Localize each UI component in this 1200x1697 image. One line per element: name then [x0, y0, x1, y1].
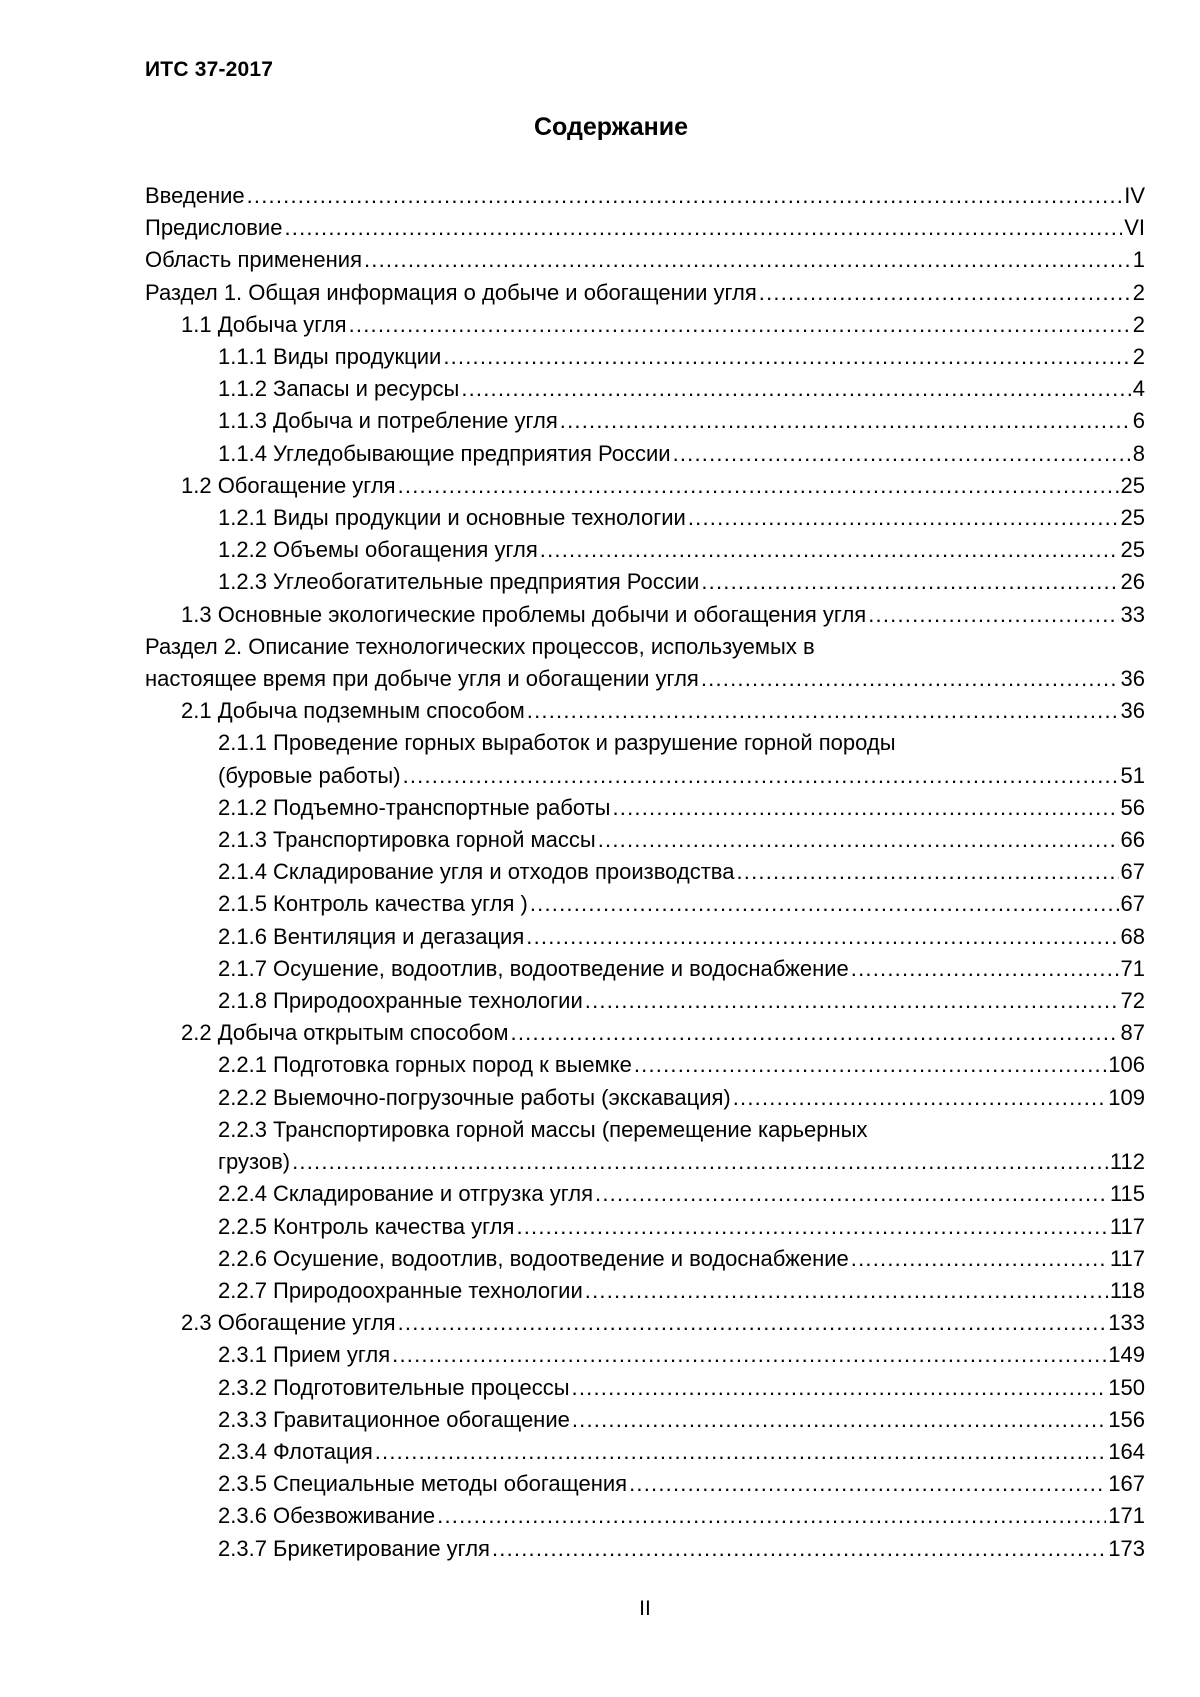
toc-entry[interactable] [145, 277, 1145, 309]
toc-entry-line [181, 599, 1145, 631]
toc-entry[interactable] [145, 599, 1145, 631]
toc-entry-page: 149 [1108, 1342, 1145, 1368]
toc-entry-page: 66 [1120, 827, 1145, 853]
toc-entry-line [181, 695, 1145, 727]
toc-entry-line [181, 1017, 1145, 1049]
toc-dot-leader [851, 953, 1119, 985]
toc-entry-page: VI [1124, 215, 1145, 241]
toc-entry-title: 2.2.5 Контроль качества угля [218, 1213, 515, 1239]
toc-entry-page: 68 [1120, 923, 1145, 949]
toc-entry-line [218, 1500, 1145, 1532]
toc-entry-title: 2.3.5 Специальные методы обогащения [218, 1471, 628, 1497]
toc-entry-page: 72 [1120, 988, 1145, 1014]
toc-dot-leader [516, 1211, 1107, 1243]
toc-dot-leader [540, 534, 1119, 566]
page-number: II [639, 1597, 651, 1620]
toc-entry[interactable] [145, 985, 1145, 1017]
toc-entry-line [145, 244, 1145, 276]
toc-entry-title: 2.2 Добыча открытым способом [181, 1020, 509, 1046]
toc-entry-title: 2.3.1 Прием угля [218, 1342, 391, 1368]
toc-entry[interactable] [145, 1049, 1145, 1081]
toc-dot-leader [247, 180, 1123, 212]
toc-entry-page: 167 [1108, 1471, 1145, 1497]
toc-entry-page: 6 [1132, 408, 1145, 434]
toc-dot-leader [701, 663, 1119, 695]
toc-entry-title: 2.1.8 Природоохранные технологии [218, 988, 583, 1014]
toc-dot-leader [398, 470, 1119, 502]
toc-entry[interactable] [145, 566, 1145, 598]
toc-entry-page: 156 [1108, 1406, 1145, 1432]
toc-dot-leader [598, 824, 1119, 856]
toc-entry-page: 2 [1132, 311, 1145, 337]
toc-entry[interactable] [145, 244, 1145, 276]
toc-dot-leader [572, 1404, 1106, 1436]
toc-entry-page: 2 [1132, 344, 1145, 370]
toc-entry-line [218, 1211, 1145, 1243]
toc-entry-title: настоящее время при добыче угля и обогащении угля [145, 666, 699, 692]
toc-entry-title: 2.3.4 Флотация [218, 1438, 373, 1464]
toc-entry-line [218, 1178, 1145, 1210]
toc-entry[interactable] [145, 341, 1145, 373]
toc-entry-title: 2.1 Добыча подземным способом [181, 698, 525, 724]
toc-dot-leader [851, 1243, 1108, 1275]
toc-entry-line [181, 470, 1145, 502]
toc-entry-page: 109 [1108, 1084, 1145, 1110]
toc-entry-title: 1.1 Добыча угля [181, 311, 347, 337]
toc-dot-leader [629, 1468, 1106, 1500]
toc-entry-page: 33 [1120, 601, 1145, 627]
toc-entry-line [218, 888, 1145, 920]
toc-entry-page: 26 [1120, 569, 1145, 595]
toc-entry-line [145, 180, 1145, 212]
toc-entry-line [181, 1307, 1145, 1339]
toc-entry-line [218, 921, 1145, 953]
toc-entry-line [145, 277, 1145, 309]
toc-entry-page: 118 [1109, 1277, 1145, 1303]
toc-entry[interactable] [145, 1372, 1145, 1404]
toc-dot-leader [392, 1339, 1106, 1371]
toc-dot-leader [634, 1049, 1106, 1081]
toc-entry-page: 51 [1120, 762, 1145, 788]
toc-entry-page: 25 [1120, 505, 1145, 531]
toc-entry-title: грузов) [218, 1149, 291, 1175]
toc-entry-line [218, 1404, 1145, 1436]
toc-entry-title: 2.1.7 Осушение, водоотлив, водоотведение и водоснабжение [218, 955, 849, 981]
toc-dot-leader [284, 212, 1122, 244]
toc-entry[interactable] [145, 1178, 1145, 1210]
toc-entry[interactable] [145, 727, 1145, 791]
toc-entry-title: 1.1.2 Запасы и ресурсы [218, 376, 460, 402]
toc-dot-leader [572, 1372, 1107, 1404]
toc-dot-leader [511, 1017, 1119, 1049]
toc-entry-line [218, 792, 1145, 824]
toc-entry-title: 1.2 Обогащение угля [181, 472, 396, 498]
toc-entry-title: Раздел 1. Общая информация о добыче и обогащении угля [145, 279, 757, 305]
page-title: Содержание [533, 113, 689, 141]
toc-entry[interactable] [145, 309, 1145, 341]
toc-entry-page: 67 [1120, 891, 1145, 917]
toc-entry-title: Предисловие [145, 215, 283, 241]
toc-entry-page: 56 [1120, 794, 1145, 820]
toc-entry[interactable] [145, 1500, 1145, 1532]
toc-entry-title: 2.3.2 Подготовительные процессы [218, 1374, 570, 1400]
toc-dot-leader [530, 888, 1119, 920]
toc-entry-page: 150 [1108, 1374, 1145, 1400]
toc-entry[interactable] [145, 1082, 1145, 1114]
toc-dot-leader [612, 792, 1118, 824]
toc-entry[interactable] [145, 1404, 1145, 1436]
document-code: ИТС 37-2017 [145, 58, 274, 81]
toc-entry[interactable] [145, 1017, 1145, 1049]
toc-entry-title: 2.2.2 Выемочно-погрузочные работы (экскавация) [218, 1084, 731, 1110]
toc-dot-leader [437, 1500, 1106, 1532]
toc-entry-line [218, 1533, 1145, 1565]
toc-entry-title: 2.2.1 Подготовка горных пород к выемке [218, 1052, 632, 1078]
toc-dot-leader [443, 341, 1130, 373]
toc-entry-title: Введение [145, 183, 245, 208]
toc-entry-title: 2.3.6 Обезвоживание [218, 1503, 436, 1529]
toc-entry-title-first-line: 2.2.3 Транспортировка горной массы (перемещение карьерных [218, 1116, 868, 1142]
toc-dot-leader [759, 277, 1131, 309]
toc-entry-page: 106 [1108, 1052, 1145, 1078]
toc-entry-line [145, 663, 1145, 695]
toc-entry-line [218, 953, 1145, 985]
toc-entry[interactable] [145, 888, 1145, 920]
toc-entry-title: 1.2.2 Объемы обогащения угля [218, 537, 538, 563]
toc-entry[interactable] [145, 212, 1145, 244]
toc-entry-line [218, 373, 1145, 405]
toc-dot-leader [349, 309, 1131, 341]
toc-entry-page: 173 [1108, 1535, 1145, 1561]
toc-entry-line [218, 1049, 1145, 1081]
toc-entry[interactable] [145, 502, 1145, 534]
toc-entry-title: 1.2.1 Виды продукции и основные технологии [218, 505, 686, 531]
toc-entry[interactable] [145, 405, 1145, 437]
toc-entry-page: 25 [1120, 537, 1145, 563]
toc-entry-line [218, 1146, 1145, 1178]
toc-entry[interactable] [145, 1211, 1145, 1243]
toc-entry-title: 2.1.5 Контроль качества угля ) [218, 891, 528, 917]
toc-entry-line [218, 856, 1145, 888]
toc-entry-line [218, 566, 1145, 598]
toc-dot-leader [733, 1082, 1107, 1114]
toc-entry-title: 2.3 Обогащение угля [181, 1310, 396, 1336]
toc-entry[interactable] [145, 1533, 1145, 1565]
toc-entry-title-first-line: Раздел 2. Описание технологических процессов, используемых в [145, 633, 815, 659]
toc-entry-line [218, 1243, 1145, 1275]
toc-dot-leader [595, 1178, 1108, 1210]
toc-entry-title: 2.1.3 Транспортировка горной массы [218, 827, 596, 853]
toc-entry-page: 36 [1120, 666, 1145, 692]
toc-entry[interactable] [145, 1114, 1145, 1178]
toc-entry-title: 2.3.3 Гравитационное обогащение [218, 1406, 570, 1432]
toc-entry-page: 133 [1108, 1310, 1145, 1336]
toc-entry-line [218, 405, 1145, 437]
toc-entry-title: 1.2.3 Углеобогатительные предприятия России [218, 569, 700, 595]
toc-entry-page: 71 [1120, 955, 1145, 981]
toc-entry[interactable] [145, 1436, 1145, 1468]
toc-entry-line [218, 1372, 1145, 1404]
toc-entry-title-first-line: 2.1.1 Проведение горных выработок и разрушение горной породы [218, 730, 896, 756]
toc-dot-leader [461, 373, 1130, 405]
toc-entry-title: 2.1.6 Вентиляция и дегазация [218, 923, 525, 949]
toc-dot-leader [375, 1436, 1107, 1468]
toc-entry[interactable] [145, 1243, 1145, 1275]
toc-entry[interactable] [145, 953, 1145, 985]
toc-dot-leader [585, 1275, 1108, 1307]
toc-entry-title: 2.3.7 Брикетирование угля [218, 1535, 490, 1561]
toc-entry-page: 2 [1132, 279, 1145, 305]
toc-dot-leader [292, 1146, 1108, 1178]
toc-entry-page: 164 [1108, 1438, 1145, 1464]
toc-entry[interactable] [145, 1307, 1145, 1339]
toc-entry[interactable] [145, 921, 1145, 953]
toc-dot-leader [688, 502, 1119, 534]
toc-dot-leader [403, 760, 1119, 792]
toc-dot-leader [398, 1307, 1107, 1339]
toc-dot-leader [364, 244, 1131, 276]
table-of-contents [145, 180, 1145, 1565]
toc-entry[interactable] [145, 1275, 1145, 1307]
toc-dot-leader [868, 599, 1118, 631]
toc-entry-line [218, 341, 1145, 373]
toc-entry[interactable] [145, 1339, 1145, 1371]
toc-entry-title: 2.2.4 Складирование и отгрузка угля [218, 1181, 594, 1207]
toc-entry-line [218, 1339, 1145, 1371]
toc-entry[interactable] [145, 534, 1145, 566]
toc-dot-leader [673, 438, 1131, 470]
toc-entry[interactable] [145, 1468, 1145, 1500]
toc-entry[interactable] [145, 373, 1145, 405]
toc-entry-page: IV [1124, 183, 1145, 208]
toc-dot-leader [492, 1533, 1106, 1565]
toc-entry-page: 115 [1109, 1181, 1145, 1207]
toc-entry-line [218, 1275, 1145, 1307]
toc-entry-line [218, 1082, 1145, 1114]
toc-entry-line [218, 438, 1145, 470]
toc-entry-line [218, 760, 1145, 792]
toc-entry-title: 1.3 Основные экологические проблемы добычи и обогащения угля [181, 601, 867, 627]
toc-entry-line [145, 212, 1145, 244]
toc-entry[interactable] [145, 180, 1145, 212]
toc-entry-page: 117 [1109, 1245, 1145, 1271]
toc-entry-title: 1.1.4 Угледобывающие предприятия России [218, 440, 671, 466]
toc-entry-line [218, 1468, 1145, 1500]
toc-entry[interactable] [145, 695, 1145, 727]
toc-entry-title: 1.1.3 Добыча и потребление угля [218, 408, 558, 434]
toc-dot-leader [527, 695, 1119, 727]
toc-entry[interactable] [145, 438, 1145, 470]
toc-entry-page: 117 [1109, 1213, 1145, 1239]
toc-entry-page: 67 [1120, 859, 1145, 885]
toc-entry-page: 171 [1108, 1503, 1145, 1529]
toc-entry-page: 36 [1120, 698, 1145, 724]
toc-entry-line [218, 985, 1145, 1017]
toc-entry-line [218, 502, 1145, 534]
toc-entry-title: 2.2.6 Осушение, водоотлив, водоотведение и водоснабжение [218, 1245, 849, 1271]
toc-dot-leader [526, 921, 1118, 953]
toc-entry-title: 1.1.1 Виды продукции [218, 344, 442, 370]
toc-dot-leader [736, 856, 1118, 888]
toc-entry-title: 2.1.2 Подъемно-транспортные работы [218, 794, 611, 820]
toc-entry-page: 8 [1132, 440, 1145, 466]
toc-entry-line [218, 824, 1145, 856]
toc-entry-title: (буровые работы) [218, 762, 401, 788]
toc-entry-page: 87 [1120, 1020, 1145, 1046]
toc-entry[interactable] [145, 792, 1145, 824]
toc-entry-page: 25 [1120, 472, 1145, 498]
toc-dot-leader [701, 566, 1118, 598]
toc-entry-title: 2.2.7 Природоохранные технологии [218, 1277, 583, 1303]
toc-entry-page: 4 [1132, 376, 1145, 402]
toc-entry-page: 1 [1132, 247, 1145, 273]
toc-entry[interactable] [145, 470, 1145, 502]
toc-entry-title: Область применения [145, 247, 362, 273]
toc-dot-leader [585, 985, 1119, 1017]
toc-entry-line [218, 534, 1145, 566]
toc-entry[interactable] [145, 631, 1145, 695]
toc-entry[interactable] [145, 856, 1145, 888]
toc-entry[interactable] [145, 824, 1145, 856]
toc-entry-page: 112 [1109, 1149, 1145, 1175]
toc-entry-line [181, 309, 1145, 341]
toc-entry-title: 2.1.4 Складирование угля и отходов производства [218, 859, 735, 885]
toc-entry-line [218, 1436, 1145, 1468]
toc-dot-leader [560, 405, 1131, 437]
